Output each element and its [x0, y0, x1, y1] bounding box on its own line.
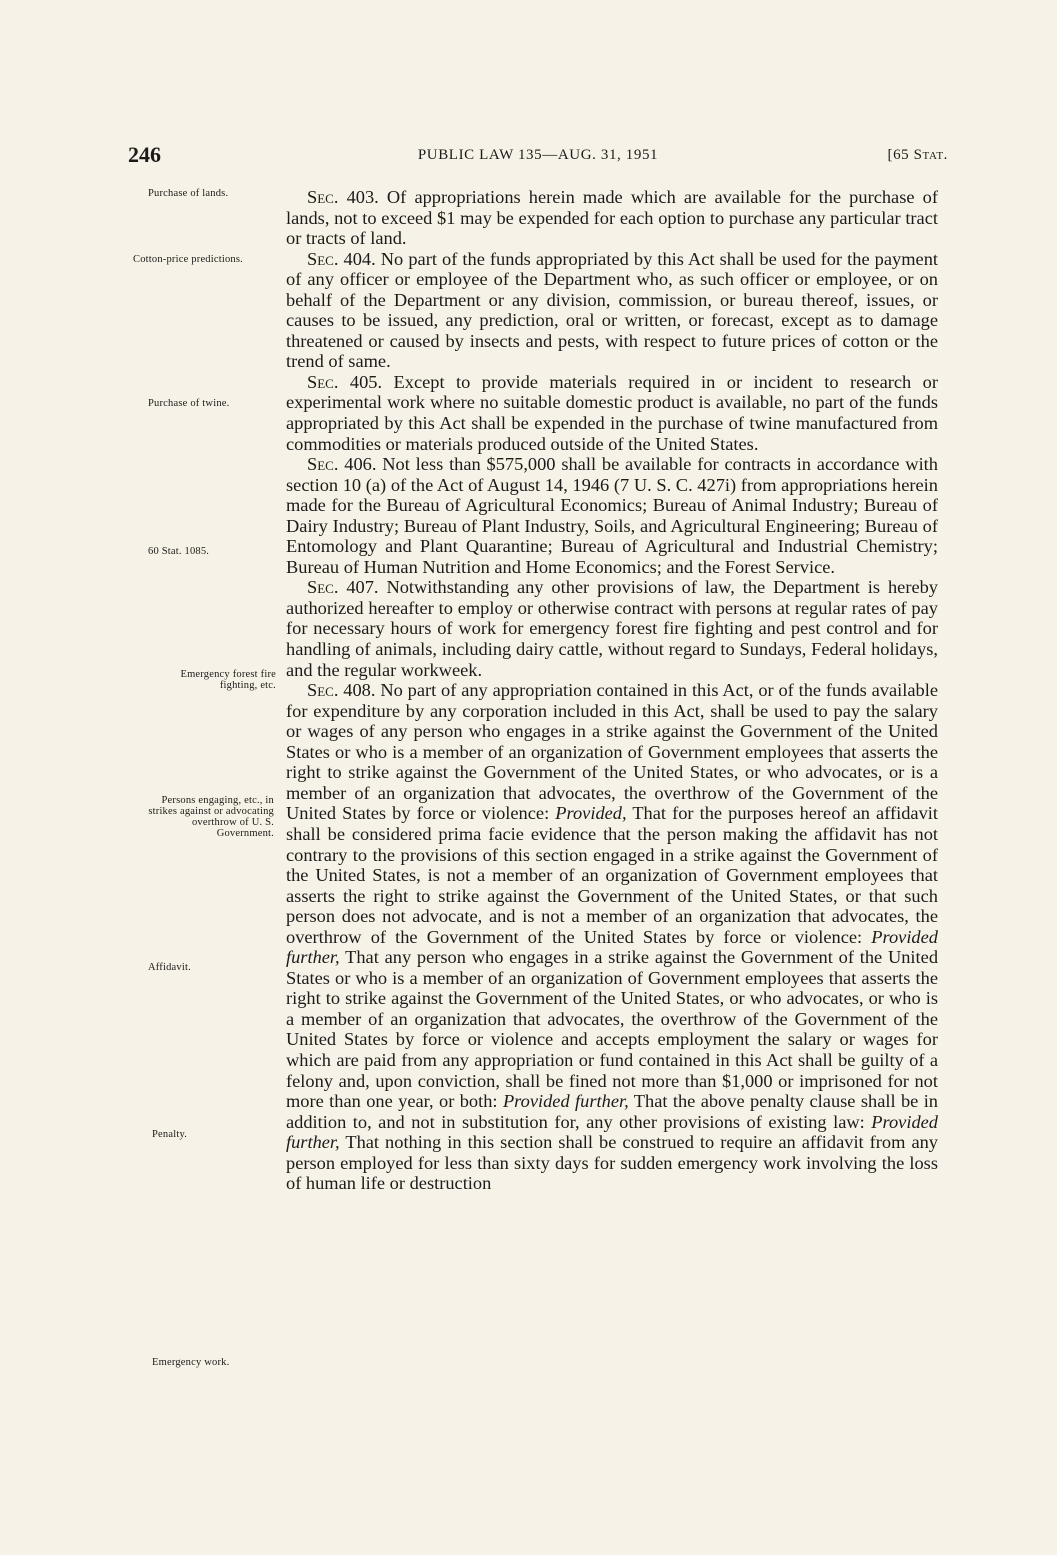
body-text [286, 187, 938, 1194]
margin-note-penalty: Penalty. [152, 1129, 188, 1140]
section-label: Sec. 403. [307, 187, 379, 207]
proviso-provided-further-3: Provided further, [286, 1111, 938, 1153]
section-text: Of appropriations herein made which are available for the purchase of lands, not to exceed $1 may be expended for each option to purchase any particular tract or tracts of land. [286, 187, 938, 249]
section-text: Except to provide materials required in or incident to research or experimental work where no suitable domestic product is available, no part of the funds appropriated by this Act shall be expended in the purchase of twine manufactured from commodities or materials produced outside of the United States. [286, 371, 938, 454]
section-408 [286, 680, 938, 1194]
section-text-part1: No part of any appropriation contained in this Act, or of the funds available for expenditure by any corporation included in this Act, shall be used to pay the salary or wages of any person who engages in a strike against the Government of the United States or who is a member of an organization of Government employees that asserts the right to strike against the Government of the United States, or who advocates, or is a member of an organization that advocates, the overthrow of the Government of the United States by force or violence: [286, 680, 939, 824]
section-text-part2: That for the purposes hereof an affidavit shall be considered prima facie evidence that the person making the affidavit has not contrary to the provisions of this section engaged in a strike against the Government of the United States, is not a member of an organization of Government employees that asserts the right to strike against the Government of the United States, or that such person does not advocate, and is not a member of an organization that advocates, the overthrow of the Government of the United States by force or violence: [286, 803, 938, 947]
section-text-part5: That nothing in this section shall be construed to require an affidavit from any person employed for less than sixty days for sudden emergency work involving the loss of human life or destruction [286, 1132, 938, 1194]
section-407 [286, 577, 938, 680]
section-406 [286, 454, 938, 577]
section-text-part3: That any person who engages in a strike against the Government of the United States or who is a member of an organization of Government employees that asserts the right to strike against the Government of the United States, or who advocates, or who is a member of an organization that advocates, the overthrow of the Government of the United States by force or violence and accepts employment the salary or wages for which are paid from any appropriation or fund contained in this Act shall be guilty of a felony and, upon conviction, shall be fined not more than $1,000 or imprisoned for not more than one year, or both: [286, 947, 939, 1112]
section-label: Sec. 407. [307, 577, 379, 598]
section-label: Sec. 404. [307, 248, 376, 269]
proviso-provided: Provided, [555, 803, 627, 824]
margin-note-affidavit: Affidavit. [148, 962, 191, 973]
margin-note-emergency-fire: Emergency forest fire fighting, etc. [180, 669, 276, 691]
section-text: No part of the funds appropriated by this Act shall be used for the payment of any officer or employee of the Department who, as such officer or employee, or on behalf of the Department or any division, commission, or bureau thereof, issues, or causes to be issued, any prediction, oral or written, or forecast, except as to damage threatened or caused by insects and pests, with respect to future prices of cotton or the trend of same. [286, 248, 938, 372]
section-label: Sec. 405. [307, 371, 383, 392]
section-text: Not less than $575,000 shall be available for contracts in accordance with section 10 (a) of the Act of August 14, 1946 (7 U. S. C. 427i) from appropriations herein made for the Bureau of Agricultural Economics; Bureau of Animal Industry; Bureau of Dairy Industry; Bureau of Plant Industry, Soils, and Agricultural Engineering; Bureau of Entomology and Plant Quarantine; Bureau of Agricultural and Industrial Chemistry; Bureau of Human Nutrition and Home Economics; and the Forest Service. [286, 454, 938, 577]
page-number: 246 [128, 142, 161, 167]
proviso-provided-further-2: Provided further, [502, 1091, 629, 1112]
margin-note-cotton-price: Cotton-price predictions. [133, 254, 243, 265]
margin-note-purchase-of-lands: Purchase of lands. [148, 188, 229, 199]
section-text: Notwithstanding any other provisions of law, the Department is hereby authorized hereafter to employ or otherwise contract with persons at regular rates of pay for necessary hours of work for emergency forest fire fighting and pest control and for handling of animals, including dairy cattle, without regard to Sundays, Federal holidays, and the regular workweek. [286, 577, 938, 680]
section-label: Sec. 406. [307, 454, 377, 475]
section-text-part4: That the above penalty clause shall be in addition to, and not in substitution for, any other provisions of existing law: [286, 1091, 938, 1132]
section-405 [286, 372, 938, 454]
margin-note-stat-reference: 60 Stat. 1085. [148, 546, 210, 557]
section-403 [286, 187, 938, 249]
margin-note-emergency-work: Emergency work. [152, 1357, 230, 1368]
statute-reference: [65 Stat. [887, 147, 948, 163]
running-head: PUBLIC LAW 135—AUG. 31, 1951 [417, 147, 659, 163]
margin-note-purchase-of-twine: Purchase of twine. [148, 398, 230, 409]
page-header [128, 142, 948, 172]
proviso-provided-further-1: Provided further, [286, 926, 938, 968]
margin-note-strikes: Persons engaging, etc., in strikes against or advocating overthrow of U. S. Government. [148, 795, 274, 839]
section-label: Sec. 408. [307, 680, 376, 701]
section-404 [286, 249, 938, 372]
